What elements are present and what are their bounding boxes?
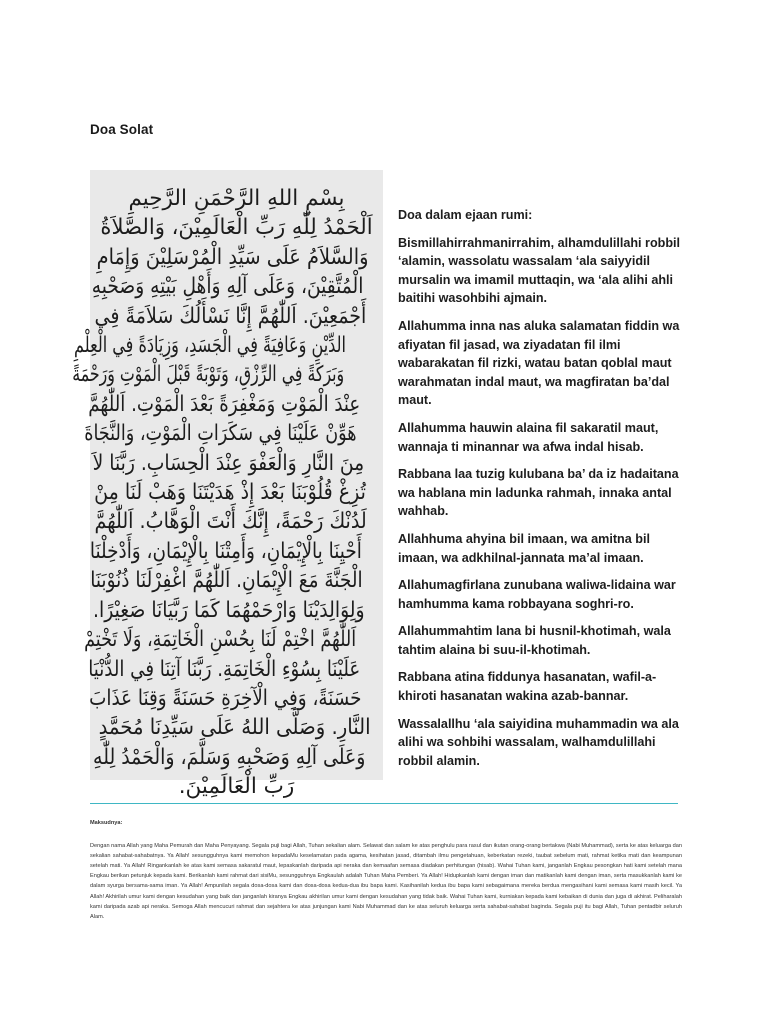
arabic-line: اَللّٰهُمَّ اخْتِمْ لَنَا بِحُسْنِ الْخَاتِمَةِ، وَلَا تَخْتِمْ [84,627,357,653]
arabic-line: وَعَلَى آلِهِ وَصَحْبِهِ وَسَلَّمَ، وَالْحَمْدُ لِلّٰهِ [93,744,366,770]
arabic-line: النَّارِ. وَصَلَّى اللهُ عَلَى سَيِّدِنَا مُحَمَّدٍ [98,715,371,741]
arabic-line: لَدُنْكَ رَحْمَةً، إِنَّكَ أَنْتَ الْوَهَّابُ. اَللّٰهُمَّ [94,509,367,535]
arabic-line: أَحْيِنَا بِالْإِيْمَانِ، وَأَمِتْنَا بِالْإِيْمَانِ، وَأَدْخِلْنَا [89,538,362,564]
arabic-line: اَلْحَمْدُ لِلّٰهِ رَبِّ الْعَالَمِيْنَ، وَالصَّلاَةُ [100,215,373,241]
rumi-heading: Doa dalam ejaan rumi: [398,208,533,222]
arabic-line: مِنَ النَّارِ وَالْعَفْوَ عِنْدَ الْحِسَابِ. رَبَّنَا لاَ [92,450,365,476]
section-divider [90,803,678,804]
arabic-line: الدِّيْنِ وَعَافِيَةً فِي الْجَسَدِ، وَزِيَادَةً فِي الْعِلْمِ [74,333,346,359]
arabic-line: الْجَنَّةَ مَعَ الْإِيْمَانِ. اَللّٰهُمَّ اغْفِرْلَنَا ذُنُوْبَنَا [90,568,363,594]
rumi-paragraph: Wassalallhu ‘ala saiyidina muhammadin wa ala alihi wa sohbihi wassalam, walhamdulillahi robbil alamin. [398,716,679,768]
rumi-transliteration [398,206,688,779]
arabic-line: وَالسَّلاَمُ عَلَى سَيِّدِ الْمُرْسَلِيْنَ وَإِمَامِ [96,244,369,270]
arabic-line: هَوِّنْ عَلَيْنَا فِي سَكَرَاتِ الْمَوْتِ، وَالنَّجَاةَ [84,421,357,447]
arabic-line: بِسْمِ اللهِ الرَّحْمَنِ الرَّحِيمِ [128,186,345,211]
arabic-line: وَلِوَالِدَيْنَا وَارْحَمْهُمَا كَمَا رَبَّيَانَا صَغِيْرًا. [93,597,365,623]
arabic-line: حَسَنَةً، وَفِي الْآخِرَةِ حَسَنَةً وَقِنَا عَذَابَ [89,685,362,711]
rumi-paragraph: Bismillahirrahmanirrahim, alhamdulillahi robbil ‘alamin, wassolatu wassalam ‘ala saiyyidil mursalin wa imamil muttaqin, wa ‘ala alihi ahli baitihi wasohbihi ajmain. [398,235,681,306]
meaning-heading: Maksudnya: [90,820,123,826]
page-title: Doa Solat [90,122,154,137]
rumi-paragraph: Allahummahtim lana bi husnil-khotimah, wala tahtim alaina bi suu-il-khotimah. [398,624,671,657]
arabic-line: عَلَيْنَا بِسُوْءِ الْخَاتِمَةِ. رَبَّنَا آتِنَا فِي الدُّنْيَا [88,656,361,682]
arabic-line: أَجْمَعِيْنَ. اَللّٰهُمَّ إِنَّا نَسْأَلُكَ سَلاَمَةً فِي [94,303,367,329]
rumi-paragraph: Rabbana atina fiddunya hasanatan, wafil-a-khiroti hasanatan wakina azab-bannar. [398,670,657,704]
arabic-text-panel [72,170,383,800]
rumi-paragraph: Allahumma inna nas aluka salamatan fiddin wa afiyatan fil jasad, wa ziyadatan fil ilmi wabarakatan fil rizki, watau batan qoblal maut warahmatan indal maut, wa magfiratan ba’dal maut. [398,318,680,408]
rumi-paragraph: Rabbana laa tuzig kulubana ba’ da iz hadaitana wa hablana min ladunka rahmah, innaka antal wahhab. [398,467,679,519]
arabic-line: تُزِغْ قُلُوْبَنَا بَعْدَ إِذْ هَدَيْتَنَا وَهَبْ لَنَا مِنْ [94,480,366,506]
meaning-body: Dengan nama Allah yang Maha Pemurah dan Maha Penyayang. Segala puji bagi Allah, Tuhan sekalian alam. Selawat dan salam ke atas penghulu para rasul dan ikutan orang-orang bertakwa (Nabi Muhammad), serta ke atas keluarga dan sekalian sahabat-sahabatnya. Ya Allah! sesungguhnya kami memohon kepadaMu keselamatan pada agama, kesihatan jasad, ditambah ilmu pengetahuan, keberkatan rezeki, taubat sebelum mati, rahmat ketika mati dan keampunan setelah mati. Ya Allah! Ringankanlah ke atas kami semasa sakaratul maut, lepaskanlah daripada api neraka dan kemaafan semasa diadakan perhitungan (hisab). Wahai Tuhan kami, janganlah Engkau pesongkan hati kami setelah mana Engkau berikan petunjuk kepada kami. Berikanlah kami rahmat dari sisiMu, sesungguhnya Engkaulah adalah Tuhan Maha Pemberi. Ya Allah! Hidupkanlah kami dengan iman dan matikanlah kami dengan iman, serta masukkanlah kami ke dalam syurga bersama-sama iman. Ya Allah! Ampunilah segala dosa-dosa kami dan dosa-dosa kedua-dua ibu bapa kami. Kasihanilah kedua ibu bapa kami sebagaimana mereka berdua mengasihani kami semasa kami masih kecil. Ya Allah! Akhirilah umur kami dengan kesudahan yang baik dan janganlah kiranya Engkau akhirilan umur kami dengan kesudahan yang tidak baik. Wahai Tuhan kami, kurniakan kepada kami kebaikan di dunia dan juga di akhirat. Peliharalah kami daripada azab api neraka. Semoga Allah mencucuri rahmat dan sejahtera ke atas junjungan kami Nabi Muhammad dan ke atas seluruh keluarga serta sahabat-sahabat baginda. Segala puji itu bagi Allah, Tuhan pentadbir seluruh Alam. [90,843,682,920]
arabic-line: وَبَرَكَةً فِي الرِّزْقِ، وَتَوْبَةً قَبْلَ الْمَوْتِ وَرَحْمَةً [72,362,345,388]
meaning-section [90,818,682,922]
rumi-paragraph: Allahumagfirlana zunubana waliwa-lidaina war hamhumma kama robbayana soghri-ro. [398,578,676,611]
arabic-line: عِنْدَ الْمَوْتِ وَمَغْفِرَةً بَعْدَ الْمَوْتِ. اَللّٰهُمَّ [88,391,361,417]
rumi-paragraph: Allahumma hauwin alaina fil sakaratil maut, wannaja ti minannar wa afwa indal hisab. [398,420,659,454]
arabic-line: الْمُتَّقِيْنَ، وَعَلَى آلِهِ وَأَهْلِ بَيْتِهِ وَصَحْبِهِ [91,274,364,300]
arabic-prayer-text [72,170,383,802]
arabic-line: رَبِّ الْعَالَمِيْنَ. [178,774,295,800]
rumi-paragraphs [398,234,688,771]
rumi-paragraph: Allahhuma ahyina bil imaan, wa amitna bil imaan, wa adkhilnal-jannata ma’al imaan. [398,531,650,565]
